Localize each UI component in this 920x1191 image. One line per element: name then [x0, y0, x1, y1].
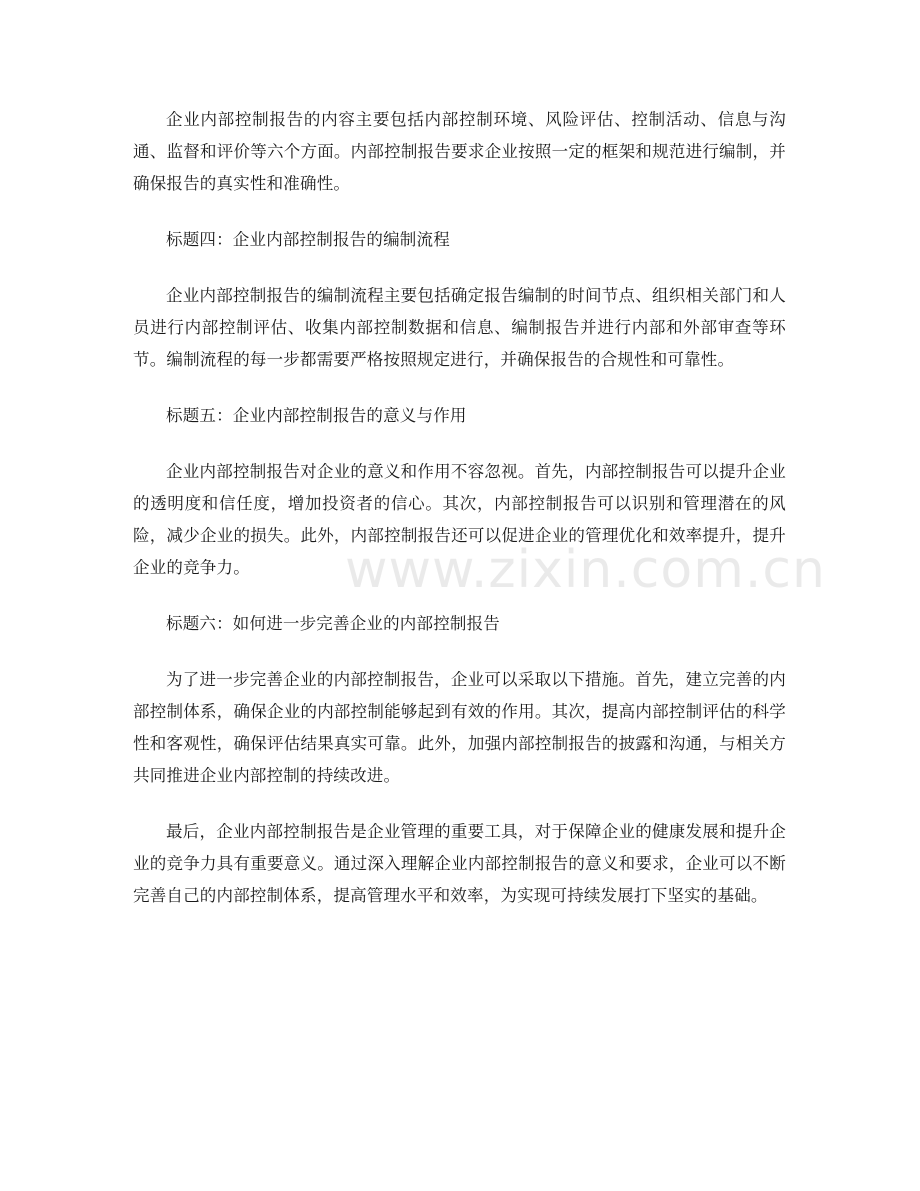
- heading-further-improvement: 标题六：如何进一步完善企业的内部控制报告: [166, 614, 500, 633]
- paragraph-control-report-contents: 企业内部控制报告的内容主要包括内部控制环境、风险评估、控制活动、信息与沟通、监督和评价等六个方面。内部控制报告要求企业按照一定的框架和规范进行编制，并确保报告的真实性和准确性。: [133, 110, 786, 193]
- watermark: www.zixin.com.cn: [345, 540, 826, 600]
- paragraph-conclusion: 最后，企业内部控制报告是企业管理的重要工具，对于保障企业的健康发展和提升企业的竞争力具有重要意义。通过深入理解企业内部控制报告的意义和要求，企业可以不断完善自己的内部控制体系，提高管理水平和效率，为实现可持续发展打下坚实的基础。: [133, 822, 786, 905]
- paragraph-compilation-process: 企业内部控制报告的编制流程主要包括确定报告编制的时间节点、组织相关部门和人员进行内部控制评估、收集内部控制数据和信息、编制报告并进行内部和外部审查等环节。编制流程的每一步都需要严格按照规定进行，并确保报告的合规性和可靠性。: [133, 286, 786, 369]
- heading-significance-and-role: 标题五：企业内部控制报告的意义与作用: [166, 406, 467, 425]
- paragraph-further-improvement: 为了进一步完善企业的内部控制报告，企业可以采取以下措施。首先，建立完善的内部控制体系，确保企业的内部控制能够起到有效的作用。其次，提高内部控制评估的科学性和客观性，确保评估结果真实可靠。此外，加强内部控制报告的披露和沟通，与相关方共同推进企业内部控制的持续改进。: [133, 670, 786, 785]
- heading-compilation-process: 标题四：企业内部控制报告的编制流程: [166, 230, 450, 249]
- document-body: [133, 104, 786, 936]
- paragraph-significance-and-role: 企业内部控制报告对企业的意义和作用不容忽视。首先，内部控制报告可以提升企业的透明度和信任度，增加投资者的信心。其次，内部控制报告可以识别和管理潜在的风险，减少企业的损失。此外，内部控制报告还可以促进企业的管理优化和效率提升，提升企业的竞争力。: [133, 462, 786, 577]
